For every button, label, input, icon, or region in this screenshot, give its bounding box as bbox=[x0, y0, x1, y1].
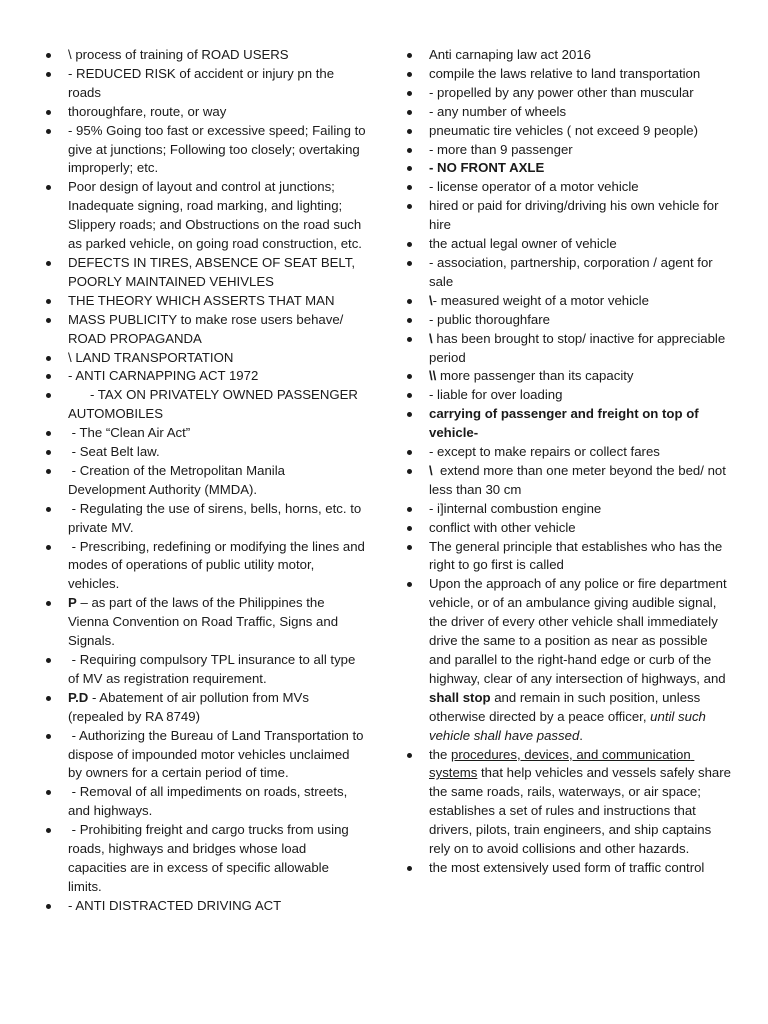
list-item bbox=[40, 897, 366, 916]
list-item bbox=[40, 443, 366, 462]
list-item-text: - liable for over loading bbox=[429, 387, 563, 403]
list-item-text: the actual legal owner of vehicle bbox=[429, 236, 617, 252]
list-item bbox=[401, 84, 731, 103]
left-column-list bbox=[40, 46, 370, 916]
bullet-icon bbox=[407, 204, 412, 209]
list-item-text: more passenger than its capacity bbox=[436, 368, 634, 384]
bullet-icon bbox=[46, 696, 51, 701]
list-item-text: the bbox=[429, 746, 451, 762]
list-item bbox=[401, 367, 731, 386]
right-column-list bbox=[401, 46, 735, 878]
list-item-text: carrying of passenger and freight on top of vehicle- bbox=[429, 406, 703, 441]
list-item-text: and remain in such position, unless otherwise directed by a peace officer, bbox=[429, 689, 704, 724]
bullet-icon bbox=[407, 110, 412, 115]
list-item-text: \ bbox=[429, 330, 433, 346]
bullet-icon bbox=[46, 72, 51, 77]
list-item-text: - public thoroughfare bbox=[429, 311, 550, 327]
list-item-text: - TAX ON PRIVATELY OWNED PASSENGER AUTOMOBILES bbox=[68, 387, 361, 422]
list-item-text: - association, partnership, corporation / agent for sale bbox=[429, 254, 717, 289]
list-item bbox=[40, 651, 366, 689]
bullet-icon bbox=[46, 356, 51, 361]
list-item-text: - REDUCED RISK of accident or injury pn the roads bbox=[68, 65, 338, 100]
list-item bbox=[40, 538, 369, 595]
list-item bbox=[401, 46, 731, 65]
list-item-text: - except to make repairs or collect fares bbox=[429, 444, 660, 460]
list-item-text: MASS PUBLICITY to make rose users behave/ ROAD PROPAGANDA bbox=[68, 311, 348, 346]
bullet-icon bbox=[407, 318, 412, 323]
list-item bbox=[401, 405, 731, 443]
bullet-icon bbox=[407, 129, 412, 134]
list-item-text: - more than 9 passenger bbox=[429, 141, 573, 157]
list-item-text: has been brought to stop/ inactive for appreciable period bbox=[429, 330, 729, 365]
list-item bbox=[40, 103, 366, 122]
bullet-icon bbox=[407, 469, 412, 474]
bullet-icon bbox=[407, 412, 412, 417]
bullet-icon bbox=[407, 242, 412, 247]
list-item-text: Poor design of layout and control at junctions; Inadequate signing, road marking, and lighting; Slippery roads; and Obstructions on the road such as parked vehicle, on going road construction, etc. bbox=[68, 179, 365, 252]
bullet-icon bbox=[46, 828, 51, 833]
list-item-text: - propelled by any power other than muscular bbox=[429, 84, 694, 100]
list-item-text: thoroughfare, route, or way bbox=[68, 103, 227, 119]
bullet-icon bbox=[46, 185, 51, 190]
bullet-icon bbox=[46, 393, 51, 398]
list-item bbox=[40, 424, 366, 443]
list-item-text: - measured weight of a motor vehicle bbox=[432, 292, 649, 308]
list-item-text: - Removal of all impediments on roads, streets, and highways. bbox=[68, 784, 351, 819]
bullet-icon bbox=[407, 450, 412, 455]
list-item bbox=[401, 235, 731, 254]
list-item bbox=[401, 122, 731, 141]
list-item bbox=[401, 103, 731, 122]
list-item bbox=[401, 292, 731, 311]
list-item bbox=[401, 746, 735, 859]
list-item bbox=[40, 311, 366, 349]
bullet-icon bbox=[46, 469, 51, 474]
list-item-text: P.D bbox=[68, 689, 89, 705]
bullet-icon bbox=[407, 299, 412, 304]
list-item-text: - ANTI DISTRACTED DRIVING ACT bbox=[68, 897, 282, 913]
list-item bbox=[401, 500, 731, 519]
bullet-icon bbox=[407, 53, 412, 58]
list-item-text: \ bbox=[429, 462, 433, 478]
bullet-icon bbox=[46, 261, 51, 266]
list-item-text: \ bbox=[429, 292, 433, 308]
bullet-icon bbox=[407, 166, 412, 171]
bullet-icon bbox=[46, 658, 51, 663]
list-item-text: shall stop bbox=[429, 689, 491, 705]
list-item bbox=[401, 519, 731, 538]
list-item bbox=[40, 292, 366, 311]
bullet-icon bbox=[407, 753, 412, 758]
list-item-text: The general principle that establishes who has the right to go first is called bbox=[429, 538, 726, 573]
bullet-icon bbox=[46, 53, 51, 58]
bullet-icon bbox=[407, 91, 412, 96]
list-item-text: pneumatic tire vehicles ( not exceed 9 people) bbox=[429, 122, 699, 138]
list-item-text: - Prescribing, redefining or modifying the lines and modes of operations of public utility motor, vehicles. bbox=[68, 538, 369, 592]
list-item-text: - i]internal combustion engine bbox=[429, 500, 602, 516]
list-item bbox=[40, 783, 366, 821]
list-item-text: conflict with other vehicle bbox=[429, 519, 576, 535]
bullet-icon bbox=[407, 582, 412, 587]
list-item bbox=[401, 159, 731, 178]
list-item-text: \\ bbox=[429, 368, 437, 384]
bullet-icon bbox=[46, 734, 51, 739]
bullet-icon bbox=[46, 374, 51, 379]
list-item bbox=[40, 254, 366, 292]
bullet-icon bbox=[407, 185, 412, 190]
list-item-text: procedures, devices, and communication systems bbox=[429, 746, 695, 781]
list-item bbox=[40, 367, 366, 386]
list-item-text: P bbox=[68, 595, 77, 611]
list-item bbox=[40, 122, 370, 179]
bullet-icon bbox=[46, 601, 51, 606]
list-item-text: - The “Clean Air Act” bbox=[68, 425, 191, 441]
bullet-icon bbox=[46, 904, 51, 909]
list-item bbox=[401, 65, 731, 84]
list-item-text: that help vehicles and vessels safely share the same roads, rails, waterways, or air space; establishes a set of rules and instructions that drivers, pilots, train engineers, and ship captains rely on to avoid collisions and other hazards. bbox=[429, 765, 735, 857]
bullet-icon bbox=[407, 337, 412, 342]
list-item bbox=[401, 330, 731, 368]
bullet-icon bbox=[46, 129, 51, 134]
list-item-text: . bbox=[579, 727, 583, 743]
list-item-text: – as part of the laws of the Philippines the Vienna Convention on Road Traffic, Signs and Signals. bbox=[68, 595, 342, 649]
list-item bbox=[40, 689, 366, 727]
list-item bbox=[40, 65, 366, 103]
list-item bbox=[40, 727, 366, 784]
list-item bbox=[40, 178, 366, 254]
list-item-text: - license operator of a motor vehicle bbox=[429, 179, 639, 195]
list-item bbox=[401, 141, 731, 160]
bullet-icon bbox=[46, 431, 51, 436]
bullet-icon bbox=[407, 526, 412, 531]
list-item bbox=[40, 594, 366, 651]
list-item bbox=[401, 462, 731, 500]
list-item-text: - Regulating the use of sirens, bells, horns, etc. to private MV. bbox=[68, 500, 365, 535]
list-item bbox=[401, 178, 731, 197]
bullet-icon bbox=[407, 374, 412, 379]
bullet-icon bbox=[46, 318, 51, 323]
list-item bbox=[401, 197, 731, 235]
list-item bbox=[40, 386, 366, 424]
list-item bbox=[40, 462, 366, 500]
list-item-text: - 95% Going too fast or excessive speed; Failing to give at junctions; Following too closely; overtaking improperly; etc. bbox=[68, 122, 370, 176]
list-item bbox=[40, 821, 366, 897]
list-item bbox=[40, 46, 366, 65]
list-item-text: extend more than one meter beyond the bed/ not less than 30 cm bbox=[429, 462, 730, 497]
list-item-text: Anti carnaping law act 2016 bbox=[429, 47, 592, 62]
list-item-text: - Prohibiting freight and cargo trucks from using roads, highways and bridges whose load capacities are in excess of specific allowable limits. bbox=[68, 822, 353, 894]
bullet-icon bbox=[46, 545, 51, 550]
bullet-icon bbox=[407, 866, 412, 871]
list-item-text: DEFECTS IN TIRES, ABSENCE OF SEAT BELT, POORLY MAINTAINED VEHIVLES bbox=[68, 254, 359, 289]
list-item-text: - Creation of the Metropolitan Manila Development Authority (MMDA). bbox=[68, 462, 289, 497]
list-item-text: - Authorizing the Bureau of Land Transportation to dispose of impounded motor vehicles unclaimed by owners for a certain period of time. bbox=[68, 727, 368, 781]
list-item-text: \ process of training of ROAD USERS bbox=[68, 47, 289, 62]
list-item bbox=[401, 311, 731, 330]
list-item-text: - any number of wheels bbox=[429, 103, 567, 119]
list-item-text: - Abatement of air pollution from MVs (repealed by RA 8749) bbox=[68, 689, 313, 724]
list-item bbox=[401, 859, 731, 878]
list-item-text: Upon the approach of any police or fire department vehicle, or of an ambulance giving audible signal, the driver of every other vehicle shall immediately drive the same to a position as near as possible and parallel to the right-hand edge or curb of the highway, clear of any intersection of highways, and bbox=[429, 576, 731, 686]
list-item-text: the most extensively used form of traffic control bbox=[429, 859, 705, 875]
list-item-text: compile the laws relative to land transportation bbox=[429, 65, 701, 81]
list-item-text: - NO FRONT AXLE bbox=[429, 160, 545, 176]
list-item-text: - Requiring compulsory TPL insurance to all type of MV as registration requirement. bbox=[68, 652, 360, 686]
bullet-icon bbox=[46, 507, 51, 512]
list-item-text: until such vehicle shall have passed bbox=[429, 708, 710, 743]
bullet-icon bbox=[407, 507, 412, 512]
list-item-text: hired or paid for driving/driving his own vehicle for hire bbox=[429, 198, 723, 233]
list-item bbox=[401, 443, 731, 462]
bullet-icon bbox=[407, 148, 412, 153]
list-item bbox=[401, 538, 731, 576]
list-item bbox=[401, 386, 731, 405]
bullet-icon bbox=[46, 110, 51, 115]
list-item-text: - ANTI CARNAPPING ACT 1972 bbox=[68, 368, 259, 384]
bullet-icon bbox=[407, 72, 412, 77]
list-item-text: THE THEORY WHICH ASSERTS THAT MAN bbox=[68, 292, 335, 308]
bullet-icon bbox=[407, 393, 412, 398]
list-item bbox=[401, 254, 731, 292]
list-item bbox=[40, 500, 366, 538]
bullet-icon bbox=[407, 545, 412, 550]
list-item bbox=[401, 575, 731, 745]
bullet-icon bbox=[46, 299, 51, 304]
bullet-icon bbox=[46, 790, 51, 795]
bullet-icon bbox=[46, 450, 51, 455]
list-item-text: - Seat Belt law. bbox=[68, 444, 160, 460]
list-item-text: \ LAND TRANSPORTATION bbox=[68, 349, 234, 365]
bullet-icon bbox=[407, 261, 412, 266]
list-item bbox=[40, 349, 366, 368]
